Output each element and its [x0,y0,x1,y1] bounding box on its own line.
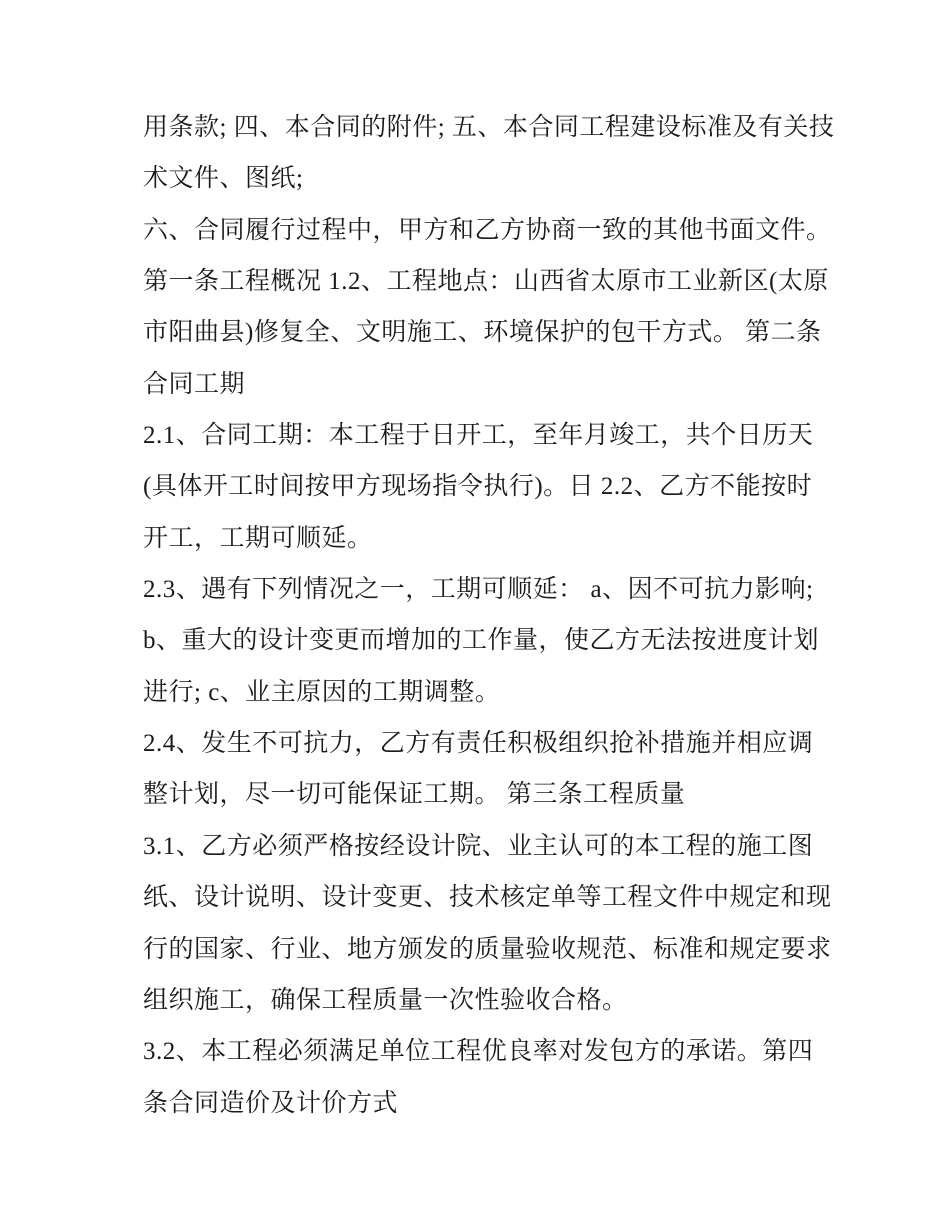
text-line: 术文件、图纸; [143,165,304,193]
text-line: (具体开工时间按甲方现场指令执行)。日 2.2、乙方不能按时 [143,473,813,501]
text-line: 2.1、合同工期：本工程于日开工，至年月竣工，共个日历天 [143,422,814,450]
text-line: 第一条工程概况 1.2、工程地点：山西省太原市工业新区(太原 [143,268,829,296]
text-line: 市阳曲县)修复全、文明施工、环境保护的包干方式。 第二条 [143,319,822,347]
text-line: 整计划，尽一切可能保证工期。 第三条工程质量 [143,781,686,809]
text-line: 3.2、本工程必须满足单位工程优良率对发包方的承诺。第四 [143,1038,814,1066]
text-line: 用条款; 四、本合同的附件; 五、本合同工程建设标准及有关技 [143,114,835,141]
text-line: 行的国家、行业、地方颁发的质量验收规范、标准和规定要求 [143,935,832,963]
text-line: 开工，工期可顺延。 [143,524,373,552]
text-line: 3.1、乙方必须严格按经设计院、业主认可的本工程的施工图 [143,832,814,860]
text-line: 进行; c、业主原因的工期调整。 [143,678,501,706]
text-line: b、重大的设计变更而增加的工作量，使乙方无法按进度计划 [143,627,820,655]
text-line: 2.3、遇有下列情况之一，工期可顺延： a、因不可抗力影响; [143,576,814,604]
text-line: 组织施工，确保工程质量一次性验收合格。 [143,986,628,1014]
text-line: 纸、设计说明、设计变更、技术核定单等工程文件中规定和现 [143,884,832,912]
text-line: 2.4、发生不可抗力，乙方有责任积极组织抢补措施并相应调 [143,730,814,758]
text-line: 六、合同履行过程中，甲方和乙方协商一致的其他书面文件。 [143,216,832,244]
text-line: 合同工期 [143,370,246,398]
text-line: 条合同造价及计价方式 [143,1089,399,1117]
contract-text-block [143,102,833,1129]
